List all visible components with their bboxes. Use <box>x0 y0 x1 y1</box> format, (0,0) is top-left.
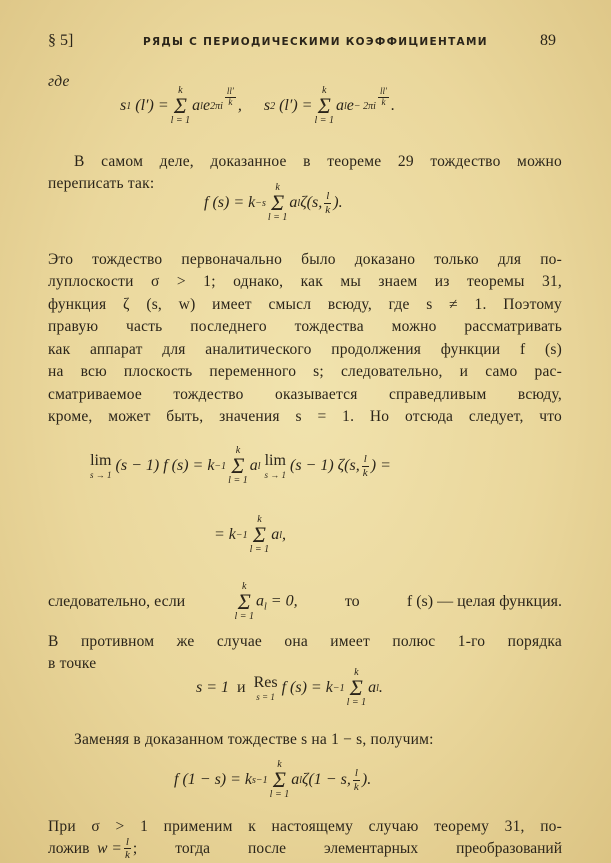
paragraph-line: Заменяя в доказанном тождестве s на 1 − s, получим: <box>74 731 434 748</box>
equation-f-1-s: f (1 − s) = k s−1 k Σ l = 1 a l ζ(1 − s, $\frac{l}{k}$ ). <box>174 759 372 800</box>
equation-limit: lim s → 1 (s − 1) f (s) = k −1 k Σ l = 1 a l lim s → 1 (s − 1) ζ(s, $\frac{l}{k}$ ) = <box>90 445 391 486</box>
equation-sum-result: = k −1 k Σ l = 1 a l , <box>214 514 286 555</box>
paragraph-line: переписать так: <box>48 175 155 192</box>
paragraph-line: правую часть последнего тождества можно рассматривать <box>48 318 562 335</box>
paragraph-line: В самом деле, доказанное в теореме 29 тождество можно <box>74 153 562 170</box>
paragraph-line: кроме, может быть, значения s = 1. Но отсюда следует, что <box>48 408 562 425</box>
page-number: 89 <box>540 32 556 49</box>
equation-f-s: f (s) = k −s k Σ l = 1 a l ζ(s, $\frac{l}{k}$ ). <box>204 182 343 223</box>
equation-s1-s2: s 1 (l′) = k Σ l = 1 a l e 2πi $\frac{ll'}{k}$ , s 2 (l′) = k Σ l = 1 a l e − 2πi $\frac{ll'}{k}$ . <box>120 85 395 126</box>
running-title: РЯДЫ С ПЕРИОДИЧЕСКИМИ КОЭФФИЦИЕНТАМИ <box>143 36 488 48</box>
paragraph-line: Это тождество первоначально было доказано только для по- <box>48 251 562 268</box>
paragraph-line: При σ > 1 применим к настоящему случаю теорему 31, по- <box>48 818 562 835</box>
paragraph-line: на всю плоскость переменного s; следовательно, и само рас- <box>48 363 562 380</box>
condition-line: следовательно, если k Σ l = 1 $a_l = 0$, то f (s) — целая функция. <box>48 581 562 622</box>
paragraph-line: В противном же случае она имеет полюс 1-го порядка <box>48 633 562 650</box>
paragraph-line: сматриваемое тождество оказывается справедливым всюду, <box>48 386 562 403</box>
paragraph-line: в точке <box>48 655 97 672</box>
paragraph-line: луплоскости σ > 1; однако, как мы знаем из теоремы 31, <box>48 273 562 290</box>
equation-residue: s = 1 и Res s = 1 f (s) = k −1 k Σ l = 1 a l . <box>196 667 383 708</box>
paragraph-line-last: ложив w = $\frac{l}{k}$ ; тогда после элементарных преобразований <box>48 836 562 862</box>
paragraph-line: функция ζ (s, w) имеет смысл всюду, где s ≠ 1. Поэтому <box>48 296 562 313</box>
word-where: где <box>48 73 70 90</box>
section-number: § 5] <box>48 32 74 49</box>
paragraph-line: как аппарат для аналитического продолжения функции f (s) <box>48 341 562 358</box>
